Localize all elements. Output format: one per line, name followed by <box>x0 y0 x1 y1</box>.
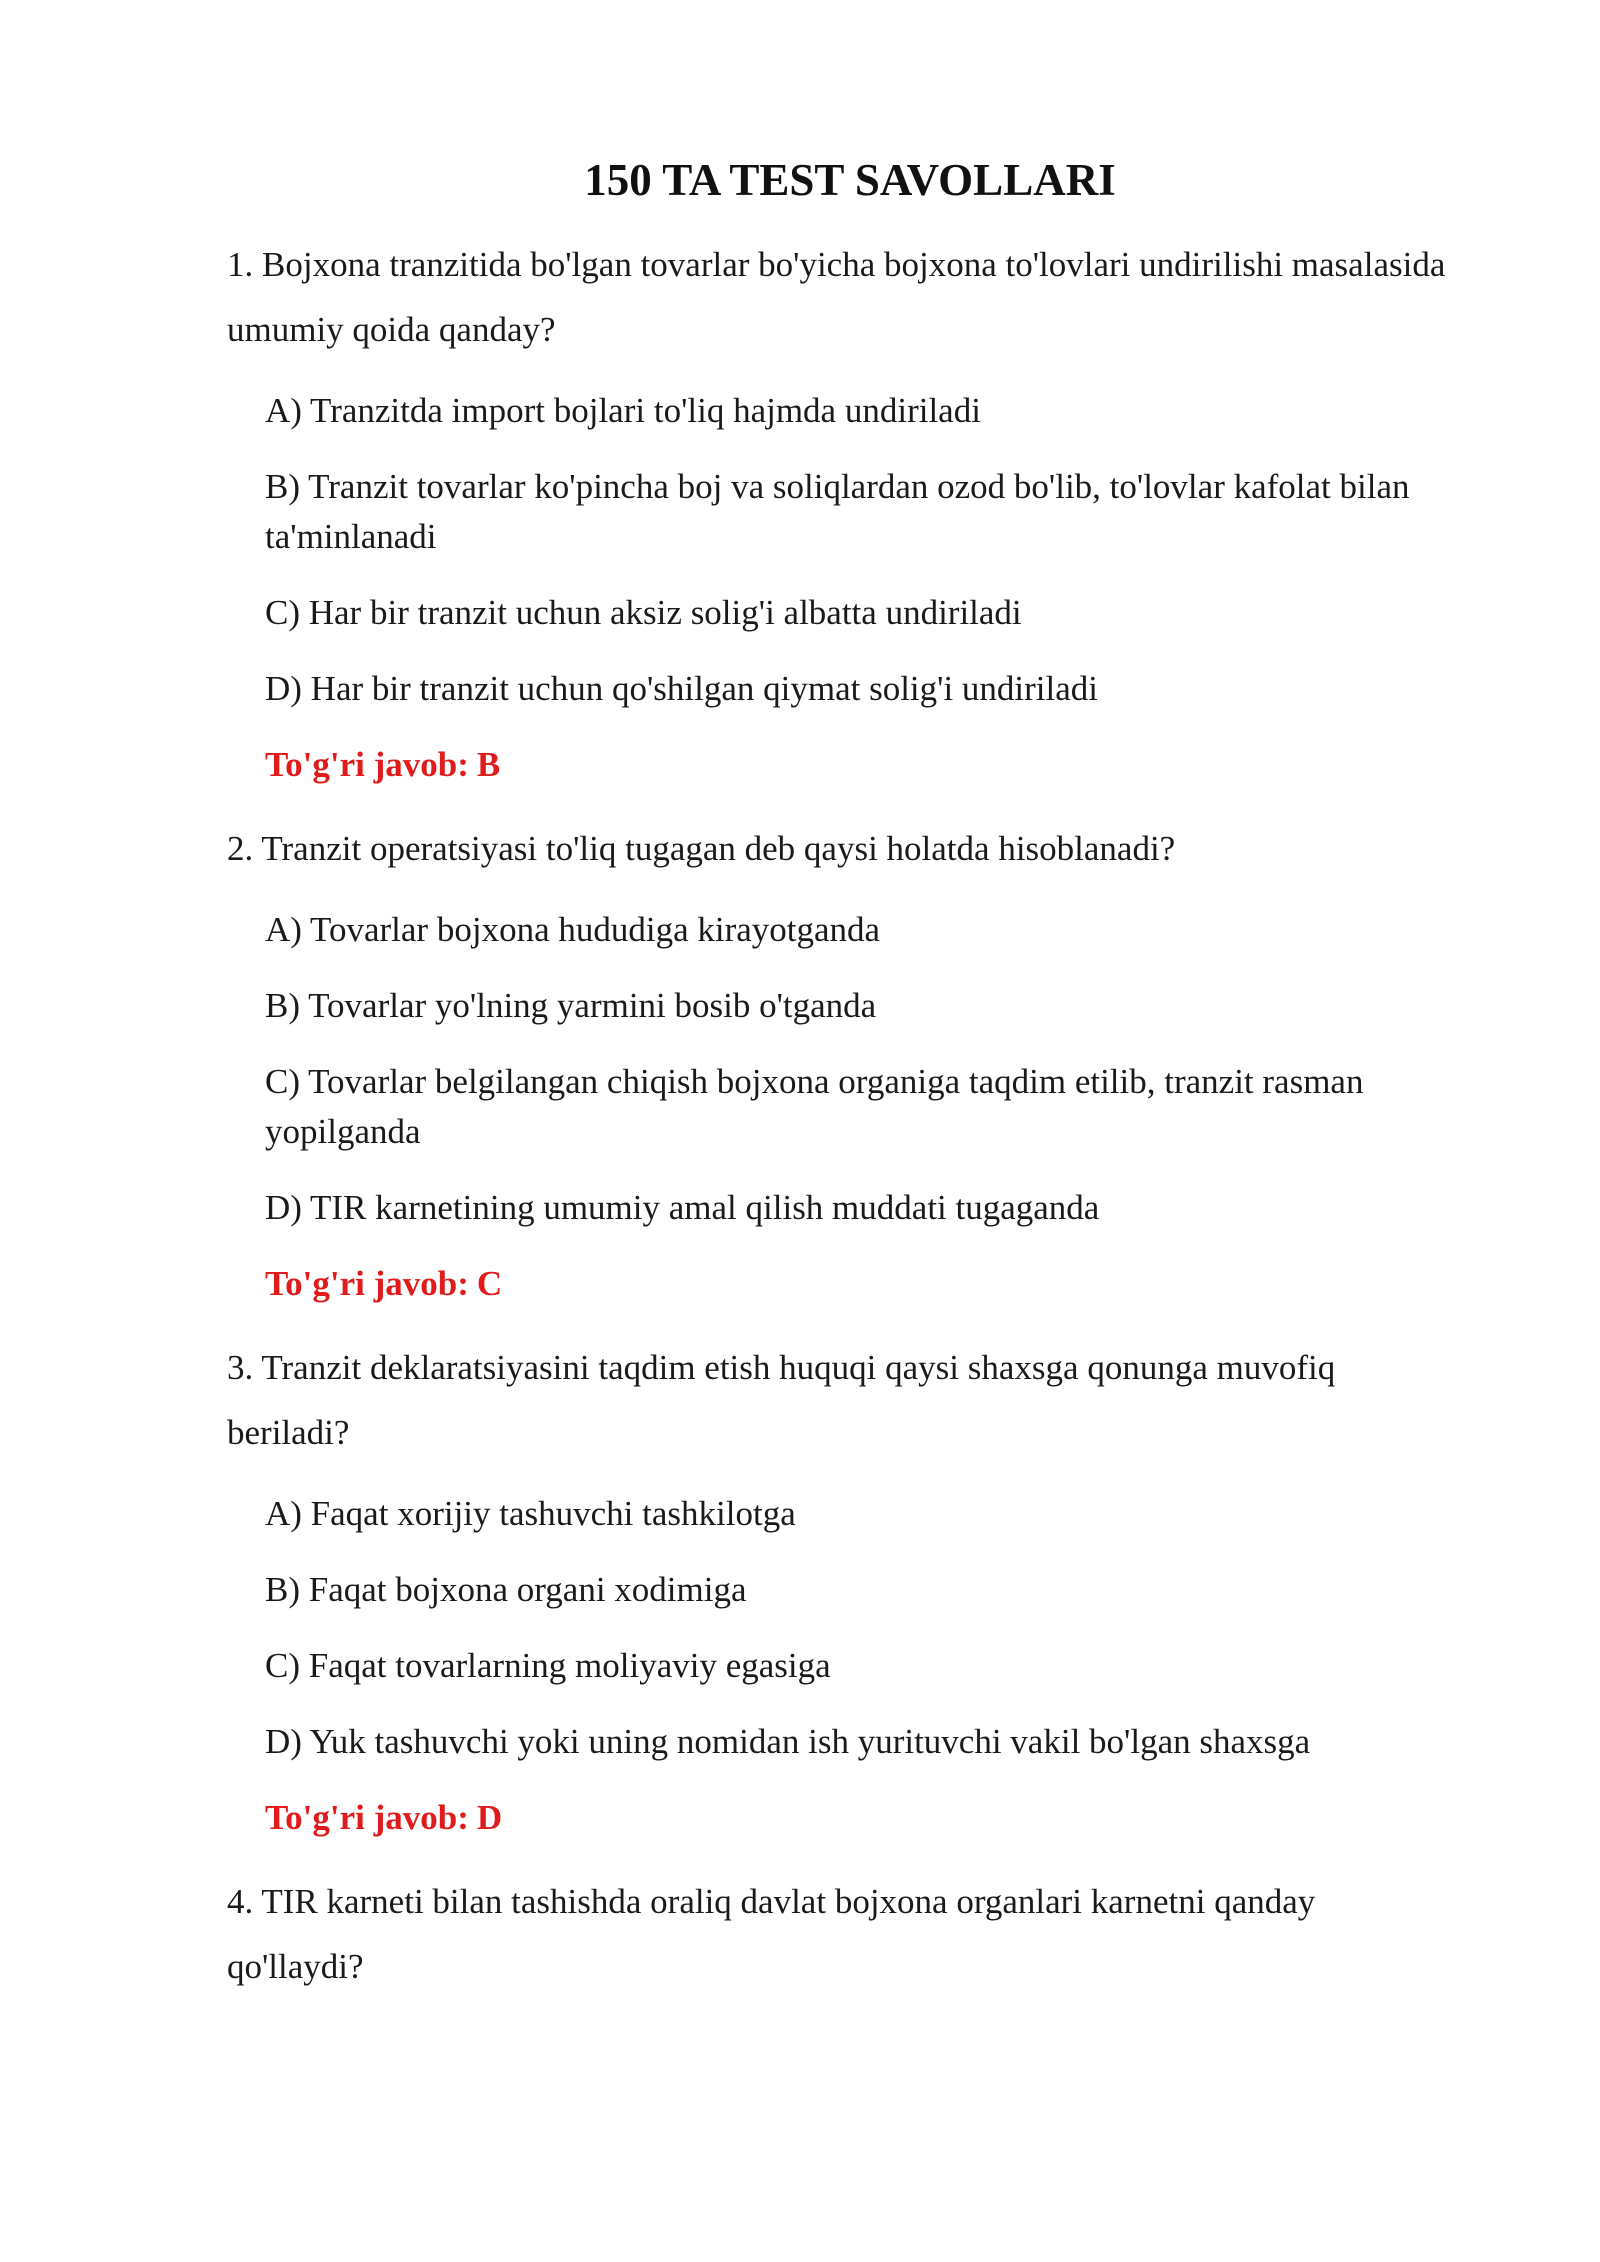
correct-answer <box>265 740 1457 790</box>
option-c: C) Har bir tranzit uchun aksiz solig'i albatta undiriladi <box>265 593 1022 632</box>
option-a: A) Tranzitda import bojlari to'liq hajmda undiriladi <box>265 391 981 430</box>
option-d: D) TIR karnetining umumiy amal qilish muddati tugaganda <box>265 1188 1100 1227</box>
question-text: 2. Tranzit operatsiyasi to'liq tugagan deb qaysi holatda hisoblanadi? <box>227 829 1176 868</box>
question-text: 3. Tranzit deklaratsiyasini taqdim etish huquqi qaysi shaxsga qonunga muvofiq beriladi? <box>227 1348 1336 1452</box>
question-list <box>227 232 1457 2023</box>
option-c: C) Tovarlar belgilangan chiqish bojxona organiga taqdim etilib, tranzit rasman yopilganda <box>265 1062 1364 1151</box>
correct-answer-label: To'g'ri javob: <box>265 1264 469 1303</box>
question-block <box>227 1335 1457 1843</box>
correct-answer-value: C <box>476 1264 503 1303</box>
option-d: D) Har bir tranzit uchun qo'shilgan qiymat solig'i undiriladi <box>265 669 1099 708</box>
option-a: A) Faqat xorijiy tashuvchi tashkilotga <box>265 1494 796 1533</box>
question-text: 1. Bojxona tranzitida bo'lgan tovarlar bo'yicha bojxona to'lovlari undirilishi masalasida umumiy qoida qanday? <box>227 245 1446 349</box>
question-block <box>227 816 1457 1309</box>
correct-answer-label: To'g'ri javob: <box>265 1798 469 1837</box>
question-block <box>227 232 1457 790</box>
question-text: 4. TIR karneti bilan tashishda oraliq davlat bojxona organlari karnetni qanday qo'llaydi? <box>227 1882 1316 1986</box>
option-b: B) Faqat bojxona organi xodimiga <box>265 1570 747 1609</box>
option-d: D) Yuk tashuvchi yoki uning nomidan ish yurituvchi vakil bo'lgan shaxsga <box>265 1722 1311 1761</box>
option-c: C) Faqat tovarlarning moliyaviy egasiga <box>265 1646 831 1685</box>
correct-answer-value: B <box>476 745 501 784</box>
correct-answer-label: To'g'ri javob: <box>265 745 469 784</box>
correct-answer <box>265 1259 1457 1309</box>
document-title: 150 TA TEST SAVOLLARI <box>584 155 1116 205</box>
question-block <box>227 1869 1457 1999</box>
correct-answer-value: D <box>476 1798 503 1837</box>
option-b: B) Tranzit tovarlar ko'pincha boj va soliqlardan ozod bo'lib, to'lovlar kafolat bilan ta'minlanadi <box>265 467 1410 556</box>
option-b: B) Tovarlar yo'lning yarmini bosib o'tganda <box>265 986 877 1025</box>
option-a: A) Tovarlar bojxona hududiga kirayotganda <box>265 910 881 949</box>
correct-answer <box>265 1793 1457 1843</box>
